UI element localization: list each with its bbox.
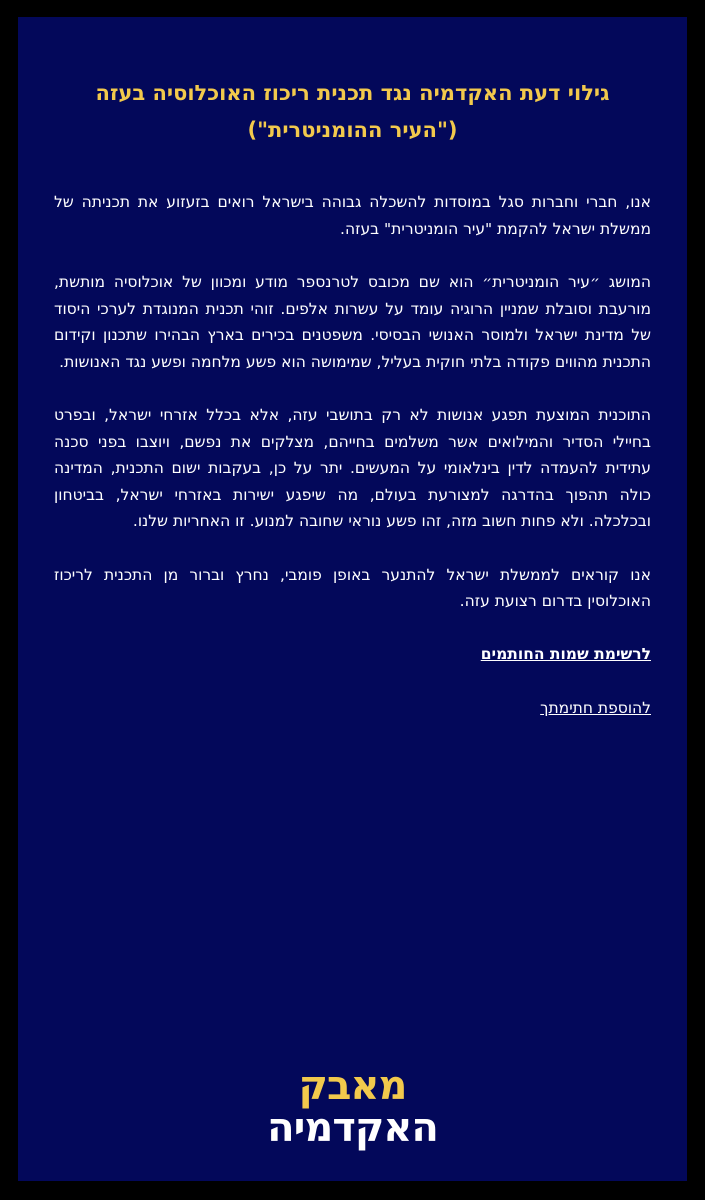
add-signature-link[interactable]: להוספת חתימתך bbox=[540, 698, 651, 717]
paragraph-intro: אנו, חברי וחברות סגל במוסדות להשכלה גבוהה בישראל רואים בזעזוע את תכניתה של ממשלת ישראל להקמת "עיר הומניטרית" בעזה. bbox=[54, 193, 651, 238]
document-body bbox=[54, 189, 651, 721]
logo-line-2: האקדמיה bbox=[267, 1105, 438, 1151]
paragraph-consequences: התוכנית המוצעת תפגע אנושות לא רק בתושבי עזה, אלא בכלל אזרחי ישראל, ובפרט בחיילי הסדיר והמילואים אשר משלמים בחייהם, מצלקים את נפשם, ויוצבו בפני סכנה עתידית להעמדה לדין בינלאומי על המעשים. יתר על כן, בעקבות ישום התכנית, המדינה כולה תהפוך בהדרגה למצורעת בעולם, מה שיפגע ישירות באזרחי ישראל, בביטחון ובכלכלה. ולא פחות חשוב מזה, זהו פשע נוראי שחובה למנוע. זו האחריות שלנו. bbox=[54, 406, 651, 530]
signatories-list-link[interactable]: לרשימת שמות החותמים bbox=[480, 644, 651, 663]
paragraph-call-to-action: אנו קוראים לממשלת ישראל להתנער באופן פומבי, נחרץ וברור מן התכנית לריכוז האוכלוסין בדרום רצועת עזה. bbox=[54, 565, 651, 610]
title-line-1: גילוי דעת האקדמיה נגד תכנית ריכוז האוכלוסיה בעזה bbox=[95, 81, 610, 105]
logo bbox=[18, 1065, 687, 1149]
logo-line-1: מאבק bbox=[298, 1063, 407, 1109]
document-card bbox=[18, 17, 687, 1181]
page-title bbox=[54, 17, 651, 149]
title-line-2: ("העיר ההומניטרית") bbox=[247, 118, 458, 142]
paragraph-humanitarian-city: המושג ״עיר הומניטרית״ הוא שם מכובס לטרנספר מודע ומכוון של אוכלוסיה מותשת, מורעבת וסובלת שמניין הרוגיה עומד על עשרות אלפים. זוהי תכנית המנוגדת לערכי היסוד של מדינת ישראל ולמוסר האנושי הבסיסי. משפטנים בכירים בארץ הבהירו שתכנון וקידום התכנית מהווים פקודה בלתי חוקית בעליל, שמימושה הוא פשע מלחמה ופשע נגד האנושות. bbox=[54, 273, 651, 371]
